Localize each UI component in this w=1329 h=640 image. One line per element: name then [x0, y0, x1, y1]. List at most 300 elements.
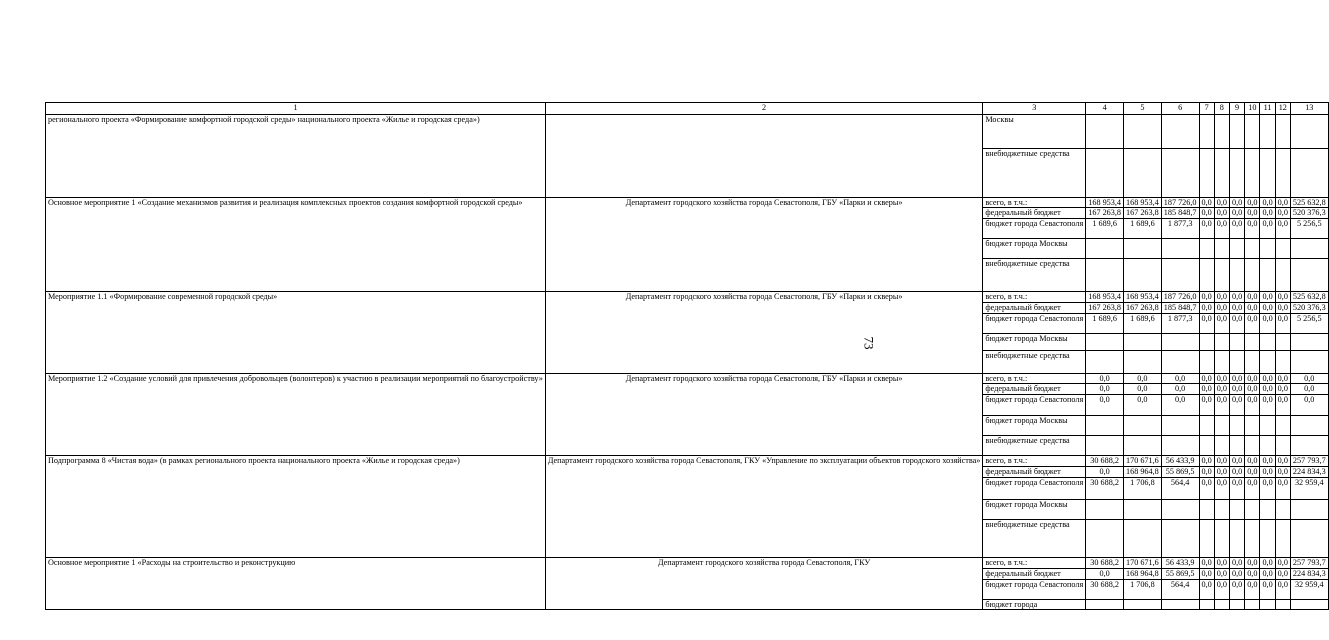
empty-cell	[1124, 239, 1162, 259]
group-name: Основное мероприятие 1 «Расходы на строительство и реконструкцию	[46, 558, 546, 610]
column-header: 11	[1260, 103, 1275, 115]
total-label: всего, в т.ч.:	[983, 198, 1086, 208]
total-cell: 0,0	[1199, 558, 1214, 568]
total-cell: 168 953,4	[1086, 292, 1124, 302]
city-cell: 0,0	[1245, 313, 1260, 333]
city-label: бюджет города Севастополя	[983, 313, 1086, 333]
city-cell: 0,0	[1229, 219, 1244, 239]
empty-cell	[1214, 149, 1229, 198]
federal-cell: 0,0	[1229, 568, 1244, 579]
empty-cell	[1290, 520, 1328, 558]
federal-cell: 0,0	[1229, 384, 1244, 395]
empty-cell	[1245, 239, 1260, 259]
empty-cell	[1199, 350, 1214, 373]
federal-cell: 185 848,7	[1161, 302, 1199, 313]
empty-cell	[1214, 333, 1229, 350]
federal-cell: 0,0	[1199, 384, 1214, 395]
group-executor: Департамент городского хозяйства города Севастополя, ГБУ «Парки и скверы»	[545, 292, 983, 373]
total-cell: 30 688,2	[1086, 558, 1124, 568]
federal-cell: 0,0	[1229, 208, 1244, 219]
group-total-row	[46, 292, 1329, 302]
column-header: 13	[1290, 103, 1328, 115]
federal-label: федеральный бюджет	[983, 208, 1086, 219]
offbudget-label: внебюджетные средства	[983, 149, 1086, 198]
federal-cell: 0,0	[1229, 302, 1244, 313]
total-cell: 0,0	[1214, 198, 1229, 208]
empty-cell	[1245, 333, 1260, 350]
empty-cell	[1260, 149, 1275, 198]
total-cell: 0,0	[1245, 292, 1260, 302]
city-cell: 0,0	[1245, 219, 1260, 239]
federal-cell: 0,0	[1214, 568, 1229, 579]
empty-cell	[1214, 436, 1229, 456]
federal-cell: 0,0	[1260, 568, 1275, 579]
empty-cell	[1290, 115, 1328, 149]
empty-cell	[1260, 350, 1275, 373]
total-cell: 0,0	[1199, 456, 1214, 467]
city-label: бюджет города Севастополя	[983, 478, 1086, 500]
empty-cell	[1229, 259, 1244, 292]
empty-cell	[1199, 599, 1214, 609]
empty-cell	[1275, 259, 1290, 292]
federal-label: федеральный бюджет	[983, 302, 1086, 313]
moscow-label: бюджет города	[983, 599, 1086, 609]
empty-cell	[1161, 416, 1199, 436]
group-total-row	[46, 456, 1329, 467]
federal-cell: 0,0	[1199, 467, 1214, 478]
city-label: бюджет города Севастополя	[983, 579, 1086, 599]
city-cell: 0,0	[1275, 478, 1290, 500]
empty-cell	[1260, 333, 1275, 350]
empty-cell	[1245, 500, 1260, 520]
total-cell: 187 726,0	[1161, 198, 1199, 208]
city-cell: 0,0	[1275, 219, 1290, 239]
federal-cell: 0,0	[1124, 384, 1162, 395]
city-cell: 0,0	[1275, 579, 1290, 599]
city-label: бюджет города Севастополя	[983, 219, 1086, 239]
total-cell: 0,0	[1199, 373, 1214, 383]
empty-cell	[1086, 350, 1124, 373]
city-cell: 0,0	[1275, 395, 1290, 416]
empty-cell	[1161, 149, 1199, 198]
total-cell: 0,0	[1229, 373, 1244, 383]
empty-cell	[1275, 149, 1290, 198]
empty-cell	[1214, 115, 1229, 149]
total-cell: 168 953,4	[1124, 292, 1162, 302]
moscow-label: бюджет города Москвы	[983, 500, 1086, 520]
empty-cell	[1086, 500, 1124, 520]
empty-cell	[1229, 520, 1244, 558]
empty-cell	[1214, 350, 1229, 373]
empty-cell	[1245, 599, 1260, 609]
federal-cell: 55 869,5	[1161, 568, 1199, 579]
federal-cell: 185 848,7	[1161, 208, 1199, 219]
city-cell: 0,0	[1199, 219, 1214, 239]
total-cell: 0,0	[1214, 456, 1229, 467]
empty-cell	[1124, 115, 1162, 149]
federal-cell: 0,0	[1199, 208, 1214, 219]
city-cell: 0,0	[1199, 395, 1214, 416]
empty-cell	[1275, 333, 1290, 350]
total-cell: 0,0	[1260, 456, 1275, 467]
federal-label: федеральный бюджет	[983, 467, 1086, 478]
empty-cell	[1275, 436, 1290, 456]
city-cell: 0,0	[1229, 579, 1244, 599]
total-cell: 0,0	[1229, 292, 1244, 302]
federal-cell: 0,0	[1086, 568, 1124, 579]
empty-cell	[1245, 416, 1260, 436]
empty-cell	[1124, 520, 1162, 558]
continuation-name: регионального проекта «Формирование комфортной городской среды» национального проекта «Жилье и городская среда»)	[46, 115, 546, 198]
city-cell: 0,0	[1260, 579, 1275, 599]
total-cell: 170 671,6	[1124, 558, 1162, 568]
federal-cell: 0,0	[1161, 384, 1199, 395]
empty-cell	[1161, 520, 1199, 558]
empty-cell	[1245, 436, 1260, 456]
city-cell: 0,0	[1245, 478, 1260, 500]
city-cell: 0,0	[1214, 478, 1229, 500]
empty-cell	[1124, 350, 1162, 373]
federal-cell: 55 869,5	[1161, 467, 1199, 478]
empty-cell	[1086, 599, 1124, 609]
city-cell: 0,0	[1260, 313, 1275, 333]
total-cell: 0,0	[1229, 198, 1244, 208]
empty-cell	[1161, 350, 1199, 373]
federal-cell: 0,0	[1086, 384, 1124, 395]
empty-cell	[1086, 115, 1124, 149]
total-cell: 0,0	[1245, 456, 1260, 467]
total-cell: 0,0	[1199, 292, 1214, 302]
empty-cell	[1229, 333, 1244, 350]
federal-cell: 0,0	[1214, 384, 1229, 395]
city-cell: 1 877,3	[1161, 219, 1199, 239]
total-cell: 0,0	[1290, 373, 1328, 383]
empty-cell	[1124, 500, 1162, 520]
total-cell: 0,0	[1214, 292, 1229, 302]
empty-cell	[1214, 500, 1229, 520]
total-cell: 56 433,9	[1161, 558, 1199, 568]
empty-cell	[1260, 436, 1275, 456]
city-cell: 0,0	[1260, 478, 1275, 500]
group-total-row	[46, 558, 1329, 568]
empty-cell	[1161, 333, 1199, 350]
group-executor: Департамент городского хозяйства города Севастополя, ГКУ «Управление по эксплуатации объектов городского хозяйства»	[545, 456, 983, 558]
federal-cell: 0,0	[1275, 467, 1290, 478]
budget-table	[45, 102, 1329, 610]
column-header: 2	[545, 103, 983, 115]
total-cell: 168 953,4	[1124, 198, 1162, 208]
federal-cell: 0,0	[1260, 384, 1275, 395]
federal-cell: 520 376,3	[1290, 302, 1328, 313]
group-name: Подпрограмма 8 «Чистая вода» (в рамках регионального проекта национального проекта «Жилье и городская среда»)	[46, 456, 546, 558]
city-cell: 0,0	[1086, 395, 1124, 416]
total-cell: 0,0	[1260, 198, 1275, 208]
federal-cell: 168 964,8	[1124, 568, 1162, 579]
empty-cell	[1214, 259, 1229, 292]
empty-cell	[1260, 520, 1275, 558]
federal-cell: 0,0	[1199, 568, 1214, 579]
column-header: 12	[1275, 103, 1290, 115]
column-header: 6	[1161, 103, 1199, 115]
empty-cell	[1245, 520, 1260, 558]
federal-cell: 0,0	[1199, 302, 1214, 313]
empty-cell	[1199, 115, 1214, 149]
empty-cell	[1161, 436, 1199, 456]
total-cell: 0,0	[1275, 558, 1290, 568]
offbudget-label: внебюджетные средства	[983, 520, 1086, 558]
federal-cell: 0,0	[1214, 302, 1229, 313]
group-executor: Департамент городского хозяйства города Севастополя, ГКУ	[545, 558, 983, 610]
empty-cell	[1086, 149, 1124, 198]
federal-cell: 0,0	[1245, 467, 1260, 478]
city-cell: 1 689,6	[1124, 313, 1162, 333]
total-cell: 0,0	[1086, 373, 1124, 383]
city-cell: 0,0	[1290, 395, 1328, 416]
column-header: 8	[1214, 103, 1229, 115]
group-total-row	[46, 198, 1329, 208]
empty-cell	[1275, 500, 1290, 520]
offbudget-label: внебюджетные средства	[983, 350, 1086, 373]
empty-cell	[1199, 416, 1214, 436]
empty-cell	[1229, 239, 1244, 259]
city-cell: 0,0	[1214, 219, 1229, 239]
city-cell: 0,0	[1214, 313, 1229, 333]
city-cell: 1 689,6	[1086, 313, 1124, 333]
empty-cell	[1199, 520, 1214, 558]
city-cell: 0,0	[1260, 395, 1275, 416]
header-row	[46, 103, 1329, 115]
total-cell: 0,0	[1275, 292, 1290, 302]
group-executor: Департамент городского хозяйства города Севастополя, ГБУ «Парки и скверы»	[545, 198, 983, 292]
city-cell: 0,0	[1229, 313, 1244, 333]
empty-cell	[1245, 350, 1260, 373]
city-cell: 32 959,4	[1290, 478, 1328, 500]
total-cell: 525 632,8	[1290, 198, 1328, 208]
empty-cell	[1199, 239, 1214, 259]
empty-cell	[1086, 333, 1124, 350]
empty-cell	[1086, 259, 1124, 292]
total-cell: 56 433,9	[1161, 456, 1199, 467]
federal-cell: 0,0	[1086, 467, 1124, 478]
column-header: 3	[983, 103, 1086, 115]
empty-cell	[1199, 149, 1214, 198]
page-number: 73	[861, 336, 877, 350]
empty-cell	[1124, 436, 1162, 456]
total-label: всего, в т.ч.:	[983, 292, 1086, 302]
total-cell: 0,0	[1245, 198, 1260, 208]
column-header: 7	[1199, 103, 1214, 115]
federal-cell: 168 964,8	[1124, 467, 1162, 478]
federal-cell: 167 263,8	[1124, 208, 1162, 219]
empty-cell	[1199, 259, 1214, 292]
city-cell: 564,4	[1161, 478, 1199, 500]
empty-cell	[1275, 599, 1290, 609]
empty-cell	[1260, 259, 1275, 292]
empty-cell	[1245, 149, 1260, 198]
federal-cell: 0,0	[1260, 467, 1275, 478]
total-cell: 170 671,6	[1124, 456, 1162, 467]
group-name: Мероприятие 1.1 «Формирование современной городской среды»	[46, 292, 546, 373]
empty-cell	[1290, 436, 1328, 456]
empty-cell	[1260, 500, 1275, 520]
city-cell: 32 959,4	[1290, 579, 1328, 599]
city-cell: 0,0	[1199, 313, 1214, 333]
federal-cell: 0,0	[1245, 568, 1260, 579]
city-cell: 0,0	[1199, 478, 1214, 500]
federal-cell: 0,0	[1290, 384, 1328, 395]
empty-cell	[1229, 416, 1244, 436]
empty-cell	[1161, 599, 1199, 609]
group-name: Основное мероприятие 1 «Создание механизмов развития и реализация комплексных проектов создания комфортной городской среды»	[46, 198, 546, 292]
total-cell: 0,0	[1260, 292, 1275, 302]
group-name: Мероприятие 1.2 «Создание условий для привлечения добровольцев (волонтеров) к участию в реализации мероприятий по благоустройству»	[46, 373, 546, 455]
city-cell: 0,0	[1260, 219, 1275, 239]
total-cell: 0,0	[1199, 198, 1214, 208]
total-cell: 168 953,4	[1086, 198, 1124, 208]
moscow-label: Москвы	[983, 115, 1086, 149]
city-cell: 1 706,8	[1124, 478, 1162, 500]
federal-cell: 167 263,8	[1086, 208, 1124, 219]
empty-cell	[1260, 239, 1275, 259]
empty-cell	[1161, 115, 1199, 149]
total-cell: 525 632,8	[1290, 292, 1328, 302]
column-header: 5	[1124, 103, 1162, 115]
total-cell: 0,0	[1245, 558, 1260, 568]
empty-cell	[1275, 520, 1290, 558]
city-label: бюджет города Севастополя	[983, 395, 1086, 416]
federal-cell: 0,0	[1229, 467, 1244, 478]
empty-cell	[1086, 239, 1124, 259]
empty-cell	[1290, 500, 1328, 520]
empty-cell	[1290, 259, 1328, 292]
group-total-row	[46, 373, 1329, 383]
empty-cell	[1290, 350, 1328, 373]
total-cell: 0,0	[1260, 558, 1275, 568]
federal-cell: 0,0	[1214, 467, 1229, 478]
federal-cell: 167 263,8	[1086, 302, 1124, 313]
empty-cell	[1275, 416, 1290, 436]
empty-cell	[1161, 500, 1199, 520]
federal-label: федеральный бюджет	[983, 384, 1086, 395]
city-cell: 1 877,3	[1161, 313, 1199, 333]
federal-cell: 520 376,3	[1290, 208, 1328, 219]
city-cell: 5 256,5	[1290, 219, 1328, 239]
city-cell: 0,0	[1245, 395, 1260, 416]
total-label: всего, в т.ч.:	[983, 558, 1086, 568]
column-header: 4	[1086, 103, 1124, 115]
continuation-executor	[545, 115, 983, 198]
empty-cell	[1290, 333, 1328, 350]
federal-cell: 0,0	[1275, 302, 1290, 313]
federal-cell: 0,0	[1245, 208, 1260, 219]
federal-cell: 0,0	[1275, 568, 1290, 579]
column-header: 1	[46, 103, 546, 115]
moscow-label: бюджет города Москвы	[983, 239, 1086, 259]
empty-cell	[1124, 599, 1162, 609]
empty-cell	[1290, 599, 1328, 609]
empty-cell	[1229, 115, 1244, 149]
city-cell: 0,0	[1214, 579, 1229, 599]
federal-cell: 0,0	[1245, 384, 1260, 395]
city-cell: 564,4	[1161, 579, 1199, 599]
total-cell: 0,0	[1275, 373, 1290, 383]
federal-cell: 0,0	[1275, 384, 1290, 395]
offbudget-label: внебюджетные средства	[983, 436, 1086, 456]
empty-cell	[1275, 115, 1290, 149]
moscow-label: бюджет города Москвы	[983, 416, 1086, 436]
federal-cell: 0,0	[1275, 208, 1290, 219]
city-cell: 1 689,6	[1124, 219, 1162, 239]
empty-cell	[1260, 416, 1275, 436]
empty-cell	[1086, 520, 1124, 558]
city-cell: 0,0	[1199, 579, 1214, 599]
empty-cell	[1290, 149, 1328, 198]
empty-cell	[1229, 350, 1244, 373]
moscow-label: бюджет города Москвы	[983, 333, 1086, 350]
total-cell: 0,0	[1124, 373, 1162, 383]
empty-cell	[1199, 436, 1214, 456]
federal-label: федеральный бюджет	[983, 568, 1086, 579]
empty-cell	[1124, 259, 1162, 292]
column-header: 9	[1229, 103, 1244, 115]
empty-cell	[1275, 239, 1290, 259]
federal-cell: 167 263,8	[1124, 302, 1162, 313]
total-cell: 0,0	[1229, 558, 1244, 568]
empty-cell	[1229, 436, 1244, 456]
empty-cell	[1124, 333, 1162, 350]
total-cell: 257 793,7	[1290, 558, 1328, 568]
total-cell: 0,0	[1161, 373, 1199, 383]
column-header: 10	[1245, 103, 1260, 115]
total-cell: 0,0	[1214, 558, 1229, 568]
city-cell: 30 688,2	[1086, 579, 1124, 599]
federal-cell: 0,0	[1214, 208, 1229, 219]
federal-cell: 224 834,3	[1290, 568, 1328, 579]
empty-cell	[1161, 239, 1199, 259]
empty-cell	[1260, 115, 1275, 149]
total-cell: 0,0	[1245, 373, 1260, 383]
empty-cell	[1124, 416, 1162, 436]
empty-cell	[1229, 500, 1244, 520]
empty-cell	[1214, 416, 1229, 436]
empty-cell	[1086, 416, 1124, 436]
empty-cell	[1161, 259, 1199, 292]
city-cell: 0,0	[1245, 579, 1260, 599]
empty-cell	[1290, 239, 1328, 259]
empty-cell	[1199, 500, 1214, 520]
city-cell: 1 706,8	[1124, 579, 1162, 599]
federal-cell: 0,0	[1260, 302, 1275, 313]
city-cell: 1 689,6	[1086, 219, 1124, 239]
total-cell: 257 793,7	[1290, 456, 1328, 467]
city-cell: 0,0	[1214, 395, 1229, 416]
empty-cell	[1214, 239, 1229, 259]
total-cell: 0,0	[1229, 456, 1244, 467]
total-cell: 0,0	[1214, 373, 1229, 383]
empty-cell	[1229, 149, 1244, 198]
total-cell: 0,0	[1260, 373, 1275, 383]
city-cell: 0,0	[1229, 395, 1244, 416]
offbudget-label: внебюджетные средства	[983, 259, 1086, 292]
total-cell: 0,0	[1275, 456, 1290, 467]
empty-cell	[1245, 115, 1260, 149]
total-cell: 30 688,2	[1086, 456, 1124, 467]
city-cell: 30 688,2	[1086, 478, 1124, 500]
federal-cell: 0,0	[1245, 302, 1260, 313]
empty-cell	[1290, 416, 1328, 436]
empty-cell	[1275, 350, 1290, 373]
city-cell: 5 256,5	[1290, 313, 1328, 333]
